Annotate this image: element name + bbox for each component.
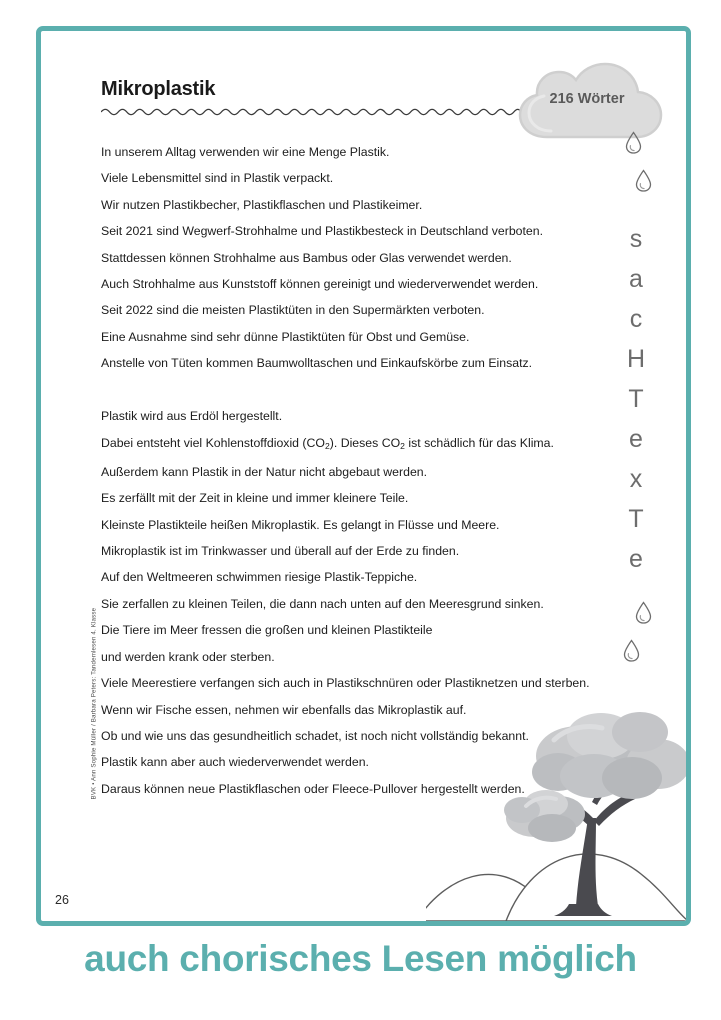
rail-letter: e xyxy=(629,425,643,453)
text-line: Auf den Weltmeeren schwimmen riesige Plastik-Teppiche. xyxy=(101,570,418,585)
rail-letter: T xyxy=(628,505,644,533)
word-count-badge xyxy=(511,59,671,149)
text-line: Viele Meerestiere verfangen sich auch in Plastikschnüren oder Plastiknetzen und sterben. xyxy=(101,676,590,691)
word-count-label: 216 Wörter xyxy=(549,91,625,107)
copyright-notice: BVK • Ann Sophie Müller / Barbara Peters: Tandemlesen 4. Klasse xyxy=(90,607,98,800)
text-line: Plastik kann aber auch wiederverwendet werden. xyxy=(101,755,369,770)
water-drop-icon xyxy=(635,169,652,192)
rail-letter: c xyxy=(629,305,643,333)
title-block xyxy=(101,79,531,116)
text-line: Kleinste Plastikteile heißen Mikroplastik. Es gelangt in Flüsse und Meere. xyxy=(101,517,500,532)
rail-letter: H xyxy=(626,345,646,373)
text-line: Seit 2021 sind Wegwerf-Strohhalme und Plastikbesteck in Deutschland verboten. xyxy=(101,224,544,239)
tree-on-hills-illustration xyxy=(426,706,686,921)
text-line: Sie zerfallen zu kleinen Teilen, die dann nach unten auf den Meeresgrund sinken. xyxy=(101,596,544,611)
text-line: Ob und wie uns das gesundheitlich schadet, ist noch nicht vollständig bekannt. xyxy=(101,728,529,743)
text-line: Mikroplastik ist im Trinkwasser und überall auf der Erde zu finden. xyxy=(101,544,460,559)
text-line: Plastik wird aus Erdöl hergestellt. xyxy=(101,409,283,424)
text-line: Dabei entsteht viel Kohlenstoffdioxid $(CO_2)$. Dieses $CO_2$ ist schädlich für das Klima. xyxy=(101,435,554,451)
text-line: Es zerfällt mit der Zeit in kleine und immer kleinere Teile. xyxy=(101,491,409,506)
text-line: und werden krank oder sterben. xyxy=(101,649,275,664)
page-number: 26 xyxy=(55,893,69,907)
text-paragraph xyxy=(101,139,606,377)
text-line: Außerdem kann Plastik in der Natur nicht abgebaut werden. xyxy=(101,464,428,479)
reading-text xyxy=(101,139,606,802)
water-drop-icon xyxy=(623,639,640,662)
water-drop-icon xyxy=(635,601,652,624)
text-line: Anstelle von Tüten kommen Baumwolltaschen und Einkaufskörbe zum Einsatz. xyxy=(101,356,533,371)
wavy-underline-icon xyxy=(101,106,521,116)
text-line: Die Tiere im Meer fressen die großen und kleinen Plastikteile xyxy=(101,623,433,638)
text-line: Daraus können neue Plastikflaschen oder Fleece-Pullover hergestellt werden. xyxy=(101,781,525,796)
rail-letter: x xyxy=(629,465,643,493)
text-line: Seit 2022 sind die meisten Plastiktüten in den Supermärkten verboten. xyxy=(101,303,485,318)
text-line: Wenn wir Fische essen, nehmen wir ebenfalls das Mikroplastik auf. xyxy=(101,702,467,717)
bottom-caption: auch chorisches Lesen möglich xyxy=(84,938,637,979)
text-line: Viele Lebensmittel sind in Plastik verpackt. xyxy=(101,171,334,186)
rail-letter: s xyxy=(629,225,643,253)
text-line: In unserem Alltag verwenden wir eine Menge Plastik. xyxy=(101,145,390,159)
worksheet-card xyxy=(36,26,691,926)
page-title: Mikroplastik xyxy=(101,78,216,100)
rail-letter: e xyxy=(629,545,643,573)
text-line: Eine Ausnahme sind sehr dünne Plastiktüten für Obst und Gemüse. xyxy=(101,329,470,344)
rail-letter: T xyxy=(628,385,644,413)
sachtexte-rail xyxy=(613,131,679,691)
tree-illustration-svg xyxy=(426,706,686,921)
text-line: Wir nutzen Plastikbecher, Plastikflaschen und Plastikeimer. xyxy=(101,197,423,212)
text-line: Stattdessen können Strohhalme aus Bambus oder Glas verwendet werden. xyxy=(101,250,512,265)
text-line: Auch Strohhalme aus Kunststoff können gereinigt und wiederverwendet werden. xyxy=(101,277,539,292)
rail-letter: a xyxy=(629,265,643,293)
